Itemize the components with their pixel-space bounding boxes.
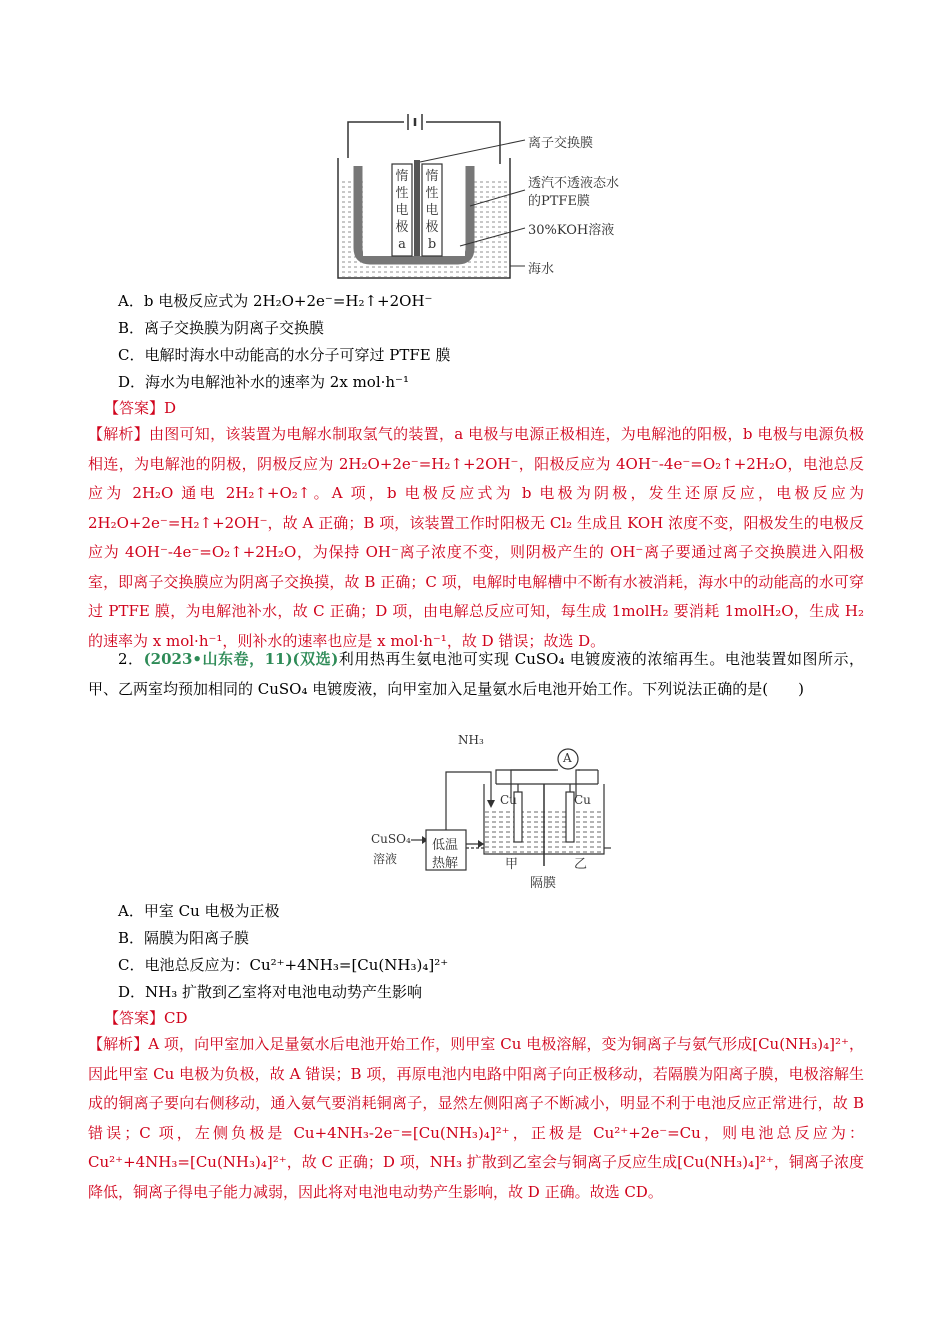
q1-option-d: D．海水为电解池补水的速率为 2x mol·h⁻¹ <box>118 373 409 391</box>
q2-answer: 【答案】CD <box>104 1009 188 1027</box>
nh3-label: NH₃ <box>458 733 484 747</box>
q2-option-c: C．电池总反应为：Cu²⁺+4NH₃=[Cu(NH₃)₄]²⁺ <box>118 956 449 974</box>
cuso4-label-line1: CuSO₄ <box>371 832 411 846</box>
chamber-jia-label: 甲 <box>505 857 519 872</box>
chamber-yi-label: 乙 <box>574 857 588 872</box>
q2-stem <box>88 645 864 704</box>
cu-right-label: Cu <box>574 793 591 807</box>
q2-option-d: D．NH₃ 扩散到乙室将对电池电动势产生影响 <box>118 983 423 1001</box>
cuso4-label-line2: 溶液 <box>373 852 398 866</box>
q1-analysis: 【解析】由图可知，该装置为电解水制取氢气的装置，a 电极与电源正极相连，为电解池的阳极，b 电极与电源负极相连，为电解池的阴极，阴极反应为 2H₂O+2e⁻=H₂↑+2OH⁻，阳极反应为 4OH⁻-4e⁻=O₂↑+2H₂O，电池总反应为 2H₂O 通电 2H₂↑+O₂↑。A 项，b 电极反应式为 b 电极为阴极，发生还原反应，电极反应为 2H₂O+2e⁻=H₂↑+2OH⁻，故 A 正确；B 项，该装置工作时阳极无 Cl₂ 生成且 KOH 浓度不变，阳极发生的电极反应为 4OH⁻-4e⁻=O₂↑+2H₂O，为保持 OH⁻离子浓度不变，则阴极产生的 OH⁻离子要通过离子交换膜进入阳极室，即离子交换膜应为阴离子交换摸，故 B 正确；C 项，电解时电解槽中不断有水被消耗，海水中的动能高的水可穿过 PTFE 膜，为电解池补水，故 C 正确；D 项，由电解总反应可知，每生成 1molH₂ 要消耗 1molH₂O，生成 H₂ 的速率为 x mol·h⁻¹，则补水的速率也应是 x mol·h⁻¹，故 D 错误；故选 D。 <box>88 425 864 650</box>
separator-membrane-label: 隔膜 <box>530 876 557 891</box>
seawater-label: 海水 <box>528 262 555 277</box>
ammeter-label: A <box>563 751 572 765</box>
q1-answer: 【答案】D <box>104 399 177 417</box>
q1-option-a: A．b 电极反应式为 2H₂O+2e⁻=H₂↑+2OH⁻ <box>118 292 433 310</box>
q2-source: (2023•山东卷，11)(双选) <box>143 650 339 668</box>
q2-stem-text: 利用热再生氨电池可实现 CuSO₄ 电镀废液的浓缩再生。电池装置如图所示，甲、乙两室均预加相同的 CuSO₄ 电镀废液，向甲室加入足量氨水后电池开始工作。下列说法正确的是( ) <box>88 650 865 698</box>
cu-left-label: Cu <box>500 793 517 807</box>
ptfe-label-line1: 透汽不透液态水 <box>528 176 620 191</box>
heat-label-line1: 低温 <box>432 838 459 853</box>
q2-option-b: B．隔膜为阳离子膜 <box>118 929 250 947</box>
heat-label-line2: 热解 <box>432 856 459 871</box>
ion-exchange-membrane-label: 离子交换膜 <box>528 136 594 151</box>
q2-number: 2． <box>118 650 144 668</box>
ptfe-label-line2: 的PTFE膜 <box>528 194 590 209</box>
koh-label: 30%KOH溶液 <box>528 223 615 238</box>
electrode-a-label: 惰 性 电 极 a <box>395 169 409 252</box>
q2-analysis: 【解析】A 项，向甲室加入足量氨水后电池开始工作，则甲室 Cu 电极溶解，变为铜离子与氨气形成[Cu(NH₃)₄]²⁺，因此甲室 Cu 电极为负极，故 A 错误；B 项，再原电池内电路中阳离子向正极移动，若隔膜为阳离子膜，电极溶解生成的铜离子要向右侧移动，通入氨气要消耗铜离子，显然左侧阳离子不断减小，明显不利于电池反应正常进行，故 B 错误；C 项，左侧负极是 Cu+4NH₃-2e⁻=[Cu(NH₃)₄]²⁺，正极是 Cu²⁺+2e⁻=Cu，则电池总反应为：Cu²⁺+4NH₃=[Cu(NH₃)₄]²⁺，故 C 正确；D 项，NH₃ 扩散到乙室会与铜离子反应生成[Cu(NH₃)₄]²⁺，铜离子浓度降低，铜离子得电子能力减弱，因此将对电池电动势产生影响，故 D 正确。故选 CD。 <box>88 1035 864 1201</box>
q1-option-b: B．离子交换膜为阴离子交换膜 <box>118 319 325 337</box>
electrolysis-cell-figure <box>330 110 650 288</box>
q2-option-a: A．甲室 Cu 电极为正极 <box>118 902 280 920</box>
electrode-b-label: 惰 性 电 极 b <box>425 169 439 252</box>
q1-option-c: C．电解时海水中动能高的水分子可穿过 PTFE 膜 <box>118 346 451 364</box>
